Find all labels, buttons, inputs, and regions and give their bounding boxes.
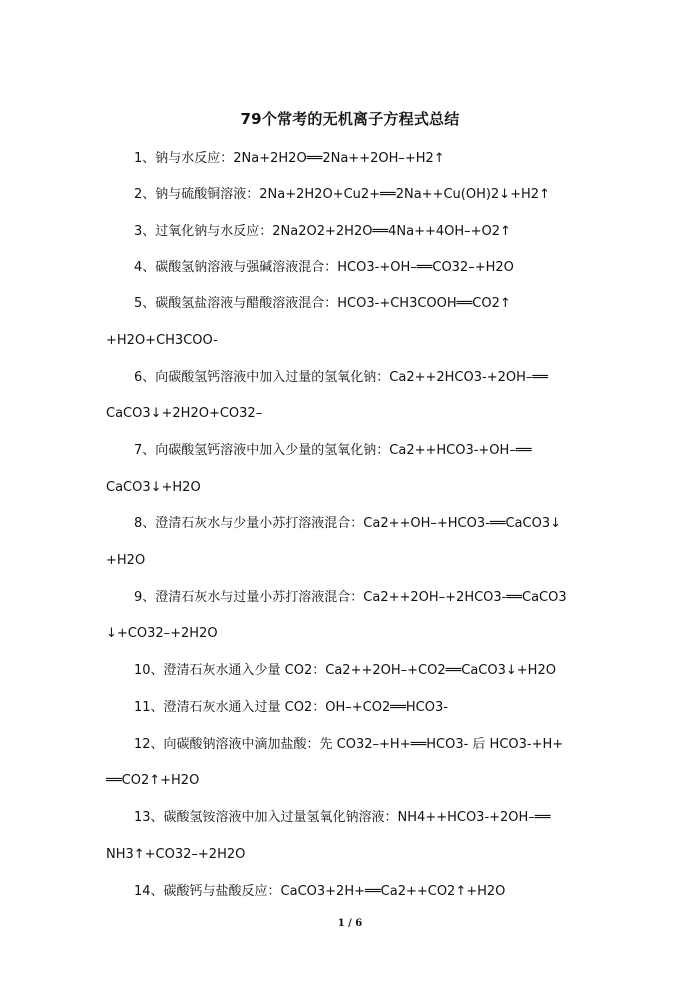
equation-line-3: 3、过氧化钠与水反应：2Na2O2+2H2O══4Na++4OH–+O2↑ — [134, 224, 511, 239]
equation-line-4: 4、碳酸氢钠溶液与强碱溶液混合：HCO3-+OH–══CO32–+H2O — [134, 260, 514, 275]
equation-line-2: 2、钠与硫酸铜溶液：2Na+2H2O+Cu2+══2Na++Cu(OH)2↓+H2↑ — [134, 187, 550, 202]
equation-line-6: 6、向碳酸氢钙溶液中加入过量的氢氧化钠：Ca2++2HCO3-+2OH–══ — [134, 370, 549, 385]
equation-line-7: 7、向碳酸氢钙溶液中加入少量的氢氧化钠：Ca2++HCO3-+OH–══ — [134, 443, 532, 458]
equation-line-5-cont: +H2O+CH3COO- — [106, 333, 218, 348]
equation-line-11: 11、澄清石灰水通入过量 CO2：OH–+CO2══HCO3- — [134, 700, 448, 715]
page-number: 1 / 6 — [337, 918, 363, 929]
equation-line-12-cont: ══CO2↑+H2O — [106, 773, 200, 788]
equation-line-1: 1、钠与水反应：2Na+2H2O══2Na++2OH–+H2↑ — [134, 151, 445, 166]
equation-line-10: 10、澄清石灰水通入少量 CO2：Ca2++2OH–+CO2══CaCO3↓+H2O — [134, 663, 556, 678]
equation-line-8-cont: +H2O — [106, 553, 146, 568]
equation-line-8: 8、澄清石灰水与少量小苏打溶液混合：Ca2++OH–+HCO3-══CaCO3↓ — [134, 516, 561, 531]
equation-line-7-cont: CaCO3↓+H2O — [106, 480, 201, 495]
equation-line-14: 14、碳酸钙与盐酸反应：CaCO3+2H+══Ca2++CO2↑+H2O — [134, 884, 506, 899]
equation-line-9-cont: ↓+CO32–+2H2O — [106, 626, 218, 641]
page-title: 79个常考的无机离子方程式总结 — [240, 110, 460, 128]
equation-line-12: 12、向碳酸钠溶液中滴加盐酸：先 CO32–+H+══HCO3- 后 HCO3-+H+ — [134, 737, 564, 752]
equation-line-6-cont: CaCO3↓+2H2O+CO32– — [106, 406, 263, 421]
equation-line-9: 9、澄清石灰水与过量小苏打溶液混合：Ca2++2OH–+2HCO3-══CaCO3 — [134, 590, 567, 605]
equation-line-5: 5、碳酸氢盐溶液与醋酸溶液混合：HCO3-+CH3COOH══CO2↑ — [134, 296, 511, 311]
equation-line-13-cont: NH3↑+CO32–+2H2O — [106, 847, 246, 862]
equation-line-13: 13、碳酸氢铵溶液中加入过量氢氧化钠溶液：NH4++HCO3-+2OH–══ — [134, 810, 551, 825]
